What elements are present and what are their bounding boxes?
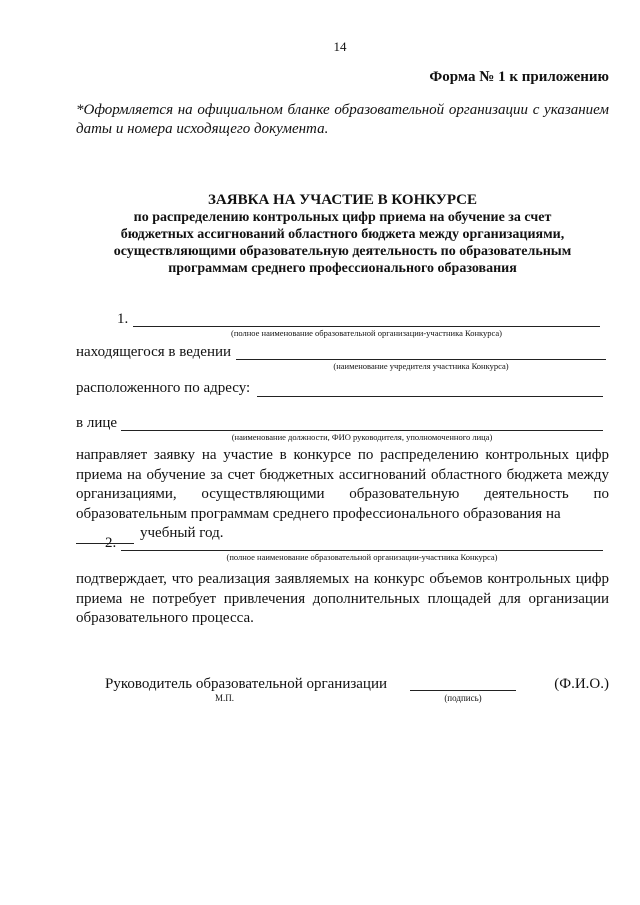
- organization-name-caption: (полное наименование образовательной организации-участника Конкурса): [230, 328, 503, 338]
- person-caption: (наименование должности, ФИО руководителя, уполномоченного лица): [231, 432, 493, 442]
- official-letterhead-note: *Оформляется на официальном бланке образовательной организации с указанием даты и номера исходящего документа.: [76, 102, 609, 137]
- document-subtitle-line-4: программам среднего профессионального образования: [168, 261, 517, 276]
- signature-line[interactable]: [410, 690, 516, 691]
- address-line[interactable]: [257, 396, 603, 397]
- item-1-number: 1.: [117, 311, 129, 327]
- academic-year-label: учебный год.: [140, 525, 224, 541]
- document-subtitle-line-1: по распределению контрольных цифр приема на обучение за счет: [133, 210, 552, 225]
- application-paragraph: [76, 446, 609, 544]
- founder-line[interactable]: [236, 359, 606, 360]
- founder-label: находящегося в ведении: [76, 344, 232, 360]
- document-subtitle-line-2: бюджетных ассигнований областного бюджета между организациями,: [120, 227, 565, 242]
- page-number: 14: [333, 39, 347, 54]
- document-title: ЗАЯВКА НА УЧАСТИЕ В КОНКУРСЕ: [207, 192, 478, 208]
- organization-name-line[interactable]: [133, 326, 600, 327]
- signature-label: Руководитель образовательной организации: [105, 676, 388, 692]
- full-name-placeholder: (Ф.И.О.): [554, 676, 609, 692]
- item-2-number: 2.: [105, 535, 117, 551]
- form-reference: Форма № 1 к приложению: [429, 69, 609, 85]
- application-paragraph-body: направляет заявку на участие в конкурсе по распределению контрольных цифр приема на обучение за счет бюджетных ассигнований областного бюджета между организациями, осуществляющими образовательную деятельность по образовательным программам среднего профессионального образования на: [76, 447, 609, 522]
- document-subtitle-line-3: осуществляющими образовательную деятельность по образовательным: [113, 244, 572, 259]
- stamp-mark: М.П.: [215, 693, 235, 703]
- founder-caption: (наименование учредителя участника Конкурса): [333, 361, 509, 371]
- application-paragraph-last-line: [76, 524, 609, 544]
- signature-caption: (подпись): [444, 693, 482, 703]
- person-label: в лице: [76, 415, 118, 431]
- address-label: расположенного по адресу:: [76, 380, 251, 396]
- organization-2-name-line[interactable]: [121, 550, 603, 551]
- person-line[interactable]: [121, 430, 603, 431]
- organization-2-name-caption: (полное наименование образовательной организации-участника Конкурса): [226, 552, 498, 562]
- confirmation-paragraph: подтверждает, что реализация заявляемых на конкурс объемов контрольных цифр приема не потребует привлечения дополнительных площадей для организации образовательного процесса.: [76, 571, 609, 626]
